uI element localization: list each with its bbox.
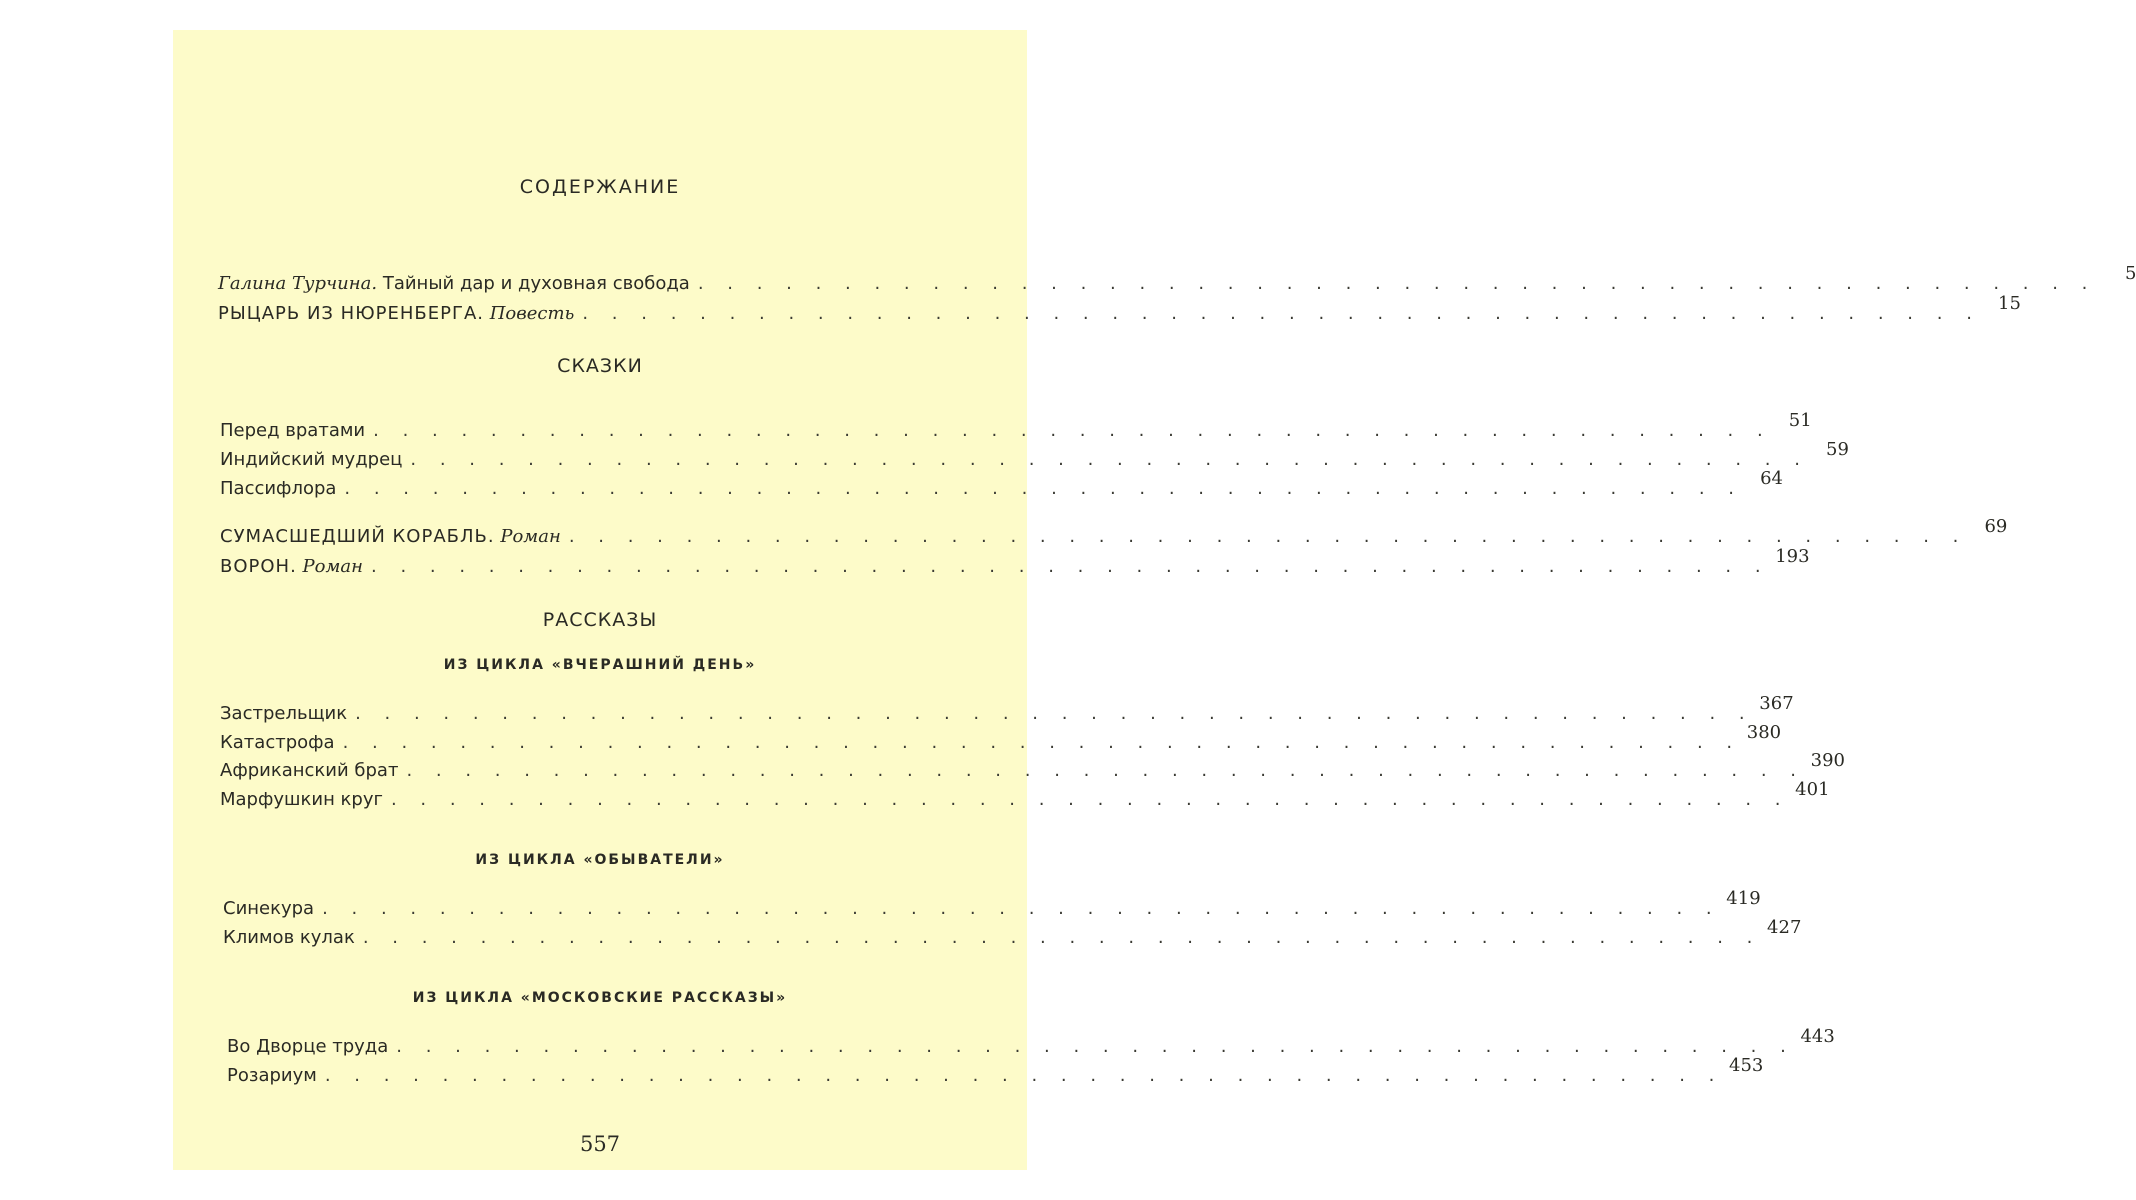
entry-title: Тайный дар и духовная свобода: [382, 273, 690, 294]
entry-title: Розариум: [227, 1065, 317, 1086]
entry-title: ВОРОН.: [220, 556, 297, 577]
leader-dots: . . . . . . . . . . . . . . . . . . . . . . . . . . . . . . . . . . . . . . . . . . . . . . . .: [362, 927, 1762, 948]
entry-title: РЫЦАРЬ ИЗ НЮРЕНБЕРГА.: [218, 303, 484, 324]
page-number: 367: [1759, 693, 1794, 714]
cycle-heading: ИЗ ЦИКЛА «МОСКОВСКИЕ РАССКАЗЫ»: [412, 990, 788, 1006]
page-number: 419: [1726, 888, 1761, 909]
leader-dots: . . . . . . . . . . . . . . . . . . . . . . . . . . . . . . . . . . . . . . . . . . . . . . . .: [371, 556, 1770, 577]
page-number: 69: [1984, 516, 2008, 537]
entry-title: Индийский мудрец: [220, 449, 403, 470]
page-number: 59: [1826, 439, 1849, 460]
section-heading-stories: РАССКАЗЫ: [542, 609, 658, 631]
leader-dots: . . . . . . . . . . . . . . . . . . . . . . . . . . . . . . . . . . . . . . . . . . . . . . . .: [390, 789, 1790, 810]
toc-entry: [220, 439, 1849, 470]
cycle-heading: ИЗ ЦИКЛА «ОБЫВАТЕЛИ»: [475, 852, 725, 868]
toc-entry: [227, 1055, 1764, 1086]
page-title: СОДЕРЖАНИЕ: [519, 176, 681, 198]
book-page: [173, 30, 2136, 1170]
toc-entry: [218, 263, 2136, 294]
toc-entry: [223, 917, 1802, 948]
page-number: 443: [1800, 1026, 1835, 1047]
toc-entry: [220, 693, 1794, 724]
entry-title: Застрельщик: [220, 703, 348, 724]
toc-entry: [220, 722, 1782, 753]
entry-title: СУМАСШЕДШИЙ КОРАБЛЬ.: [220, 526, 495, 547]
page-number: 453: [1729, 1055, 1764, 1076]
page-number: 15: [1998, 293, 2021, 314]
page-number: 380: [1746, 722, 1782, 743]
leader-dots: . . . . . . . . . . . . . . . . . . . . . . . . . . . . . . . . . . . . . . . . . . . . . . . .: [324, 1065, 1724, 1086]
entry-title: Африканский брат: [220, 760, 399, 781]
toc-entry: [227, 1026, 1835, 1057]
entry-title: Катастрофа: [220, 732, 335, 753]
toc-entry: [220, 779, 1830, 810]
page-number: 64: [1760, 468, 1783, 489]
cycle-heading: ИЗ ЦИКЛА «ВЧЕРАШНИЙ ДЕНЬ»: [443, 657, 757, 673]
toc-entry: [220, 750, 1845, 781]
entry-title: Перед вратами: [220, 420, 366, 441]
toc-entry: [220, 546, 1810, 577]
page-number: 5: [2124, 263, 2136, 284]
leader-dots: . . . . . . . . . . . . . . . . . . . . . . . . . . . . . . . . . . . . . . . . . . . . . . . .: [410, 449, 1809, 470]
toc-entry: [220, 410, 1812, 441]
leader-dots: . . . . . . . . . . . . . . . . . . . . . . . . . . . . . . . . . . . . . . . . . . . . . . . .: [568, 526, 1968, 547]
entry-title: Синекура: [223, 898, 315, 919]
page-number: 193: [1775, 546, 1810, 567]
toc-entry: [220, 516, 2008, 547]
leader-dots: . . . . . . . . . . . . . . . . . . . . . . . . . . . . . . . . . . . . . . . . . . . . . . . .: [355, 703, 1754, 724]
entry-title: Во Дворце труда: [227, 1036, 389, 1057]
page-number: 401: [1795, 779, 1830, 800]
page-folio: 557: [579, 1132, 621, 1156]
entry-title: Марфушкин круг: [220, 789, 383, 810]
page-number: 51: [1788, 410, 1812, 431]
leader-dots: . . . . . . . . . . . . . . . . . . . . . . . . . . . . . . . . . . . . . . . . . . . . . . . .: [582, 303, 1981, 324]
toc-entry: [223, 888, 1761, 919]
entry-genre: Роман: [500, 526, 561, 547]
leader-dots: . . . . . . . . . . . . . . . . . . . . . . . . . . . . . . . . . . . . . . . . . . . . . . . .: [344, 478, 1743, 499]
entry-title: Пассифлора: [220, 478, 337, 499]
leader-dots: . . . . . . . . . . . . . . . . . . . . . . . . . . . . . . . . . . . . . . . . . . . . . . . .: [396, 1036, 1795, 1057]
leader-dots: . . . . . . . . . . . . . . . . . . . . . . . . . . . . . . . . . . . . . . . . . . . . . . . .: [406, 760, 1805, 781]
leader-dots: . . . . . . . . . . . . . . . . . . . . . . . . . . . . . . . . . . . . . . . . . . . . . . . .: [373, 420, 1772, 441]
leader-dots: . . . . . . . . . . . . . . . . . . . . . . . . . . . . . . . . . . . . . . . . . . . . . . . .: [697, 273, 2097, 294]
leader-dots: . . . . . . . . . . . . . . . . . . . . . . . . . . . . . . . . . . . . . . . . . . . . . . . .: [322, 898, 1721, 919]
page-number: 427: [1767, 917, 1802, 938]
entry-author: Галина Турчина.: [218, 273, 378, 294]
section-heading-tales: СКАЗКИ: [557, 355, 643, 377]
leader-dots: . . . . . . . . . . . . . . . . . . . . . . . . . . . . . . . . . . . . . . . . . . . . . . . .: [342, 732, 1742, 753]
page-number: 390: [1810, 750, 1845, 771]
entry-genre: Роман: [302, 556, 363, 577]
toc-entry: [218, 293, 2021, 324]
entry-genre: Повесть: [489, 303, 575, 324]
toc-entry: [220, 468, 1783, 499]
entry-title: Климов кулак: [223, 927, 355, 948]
